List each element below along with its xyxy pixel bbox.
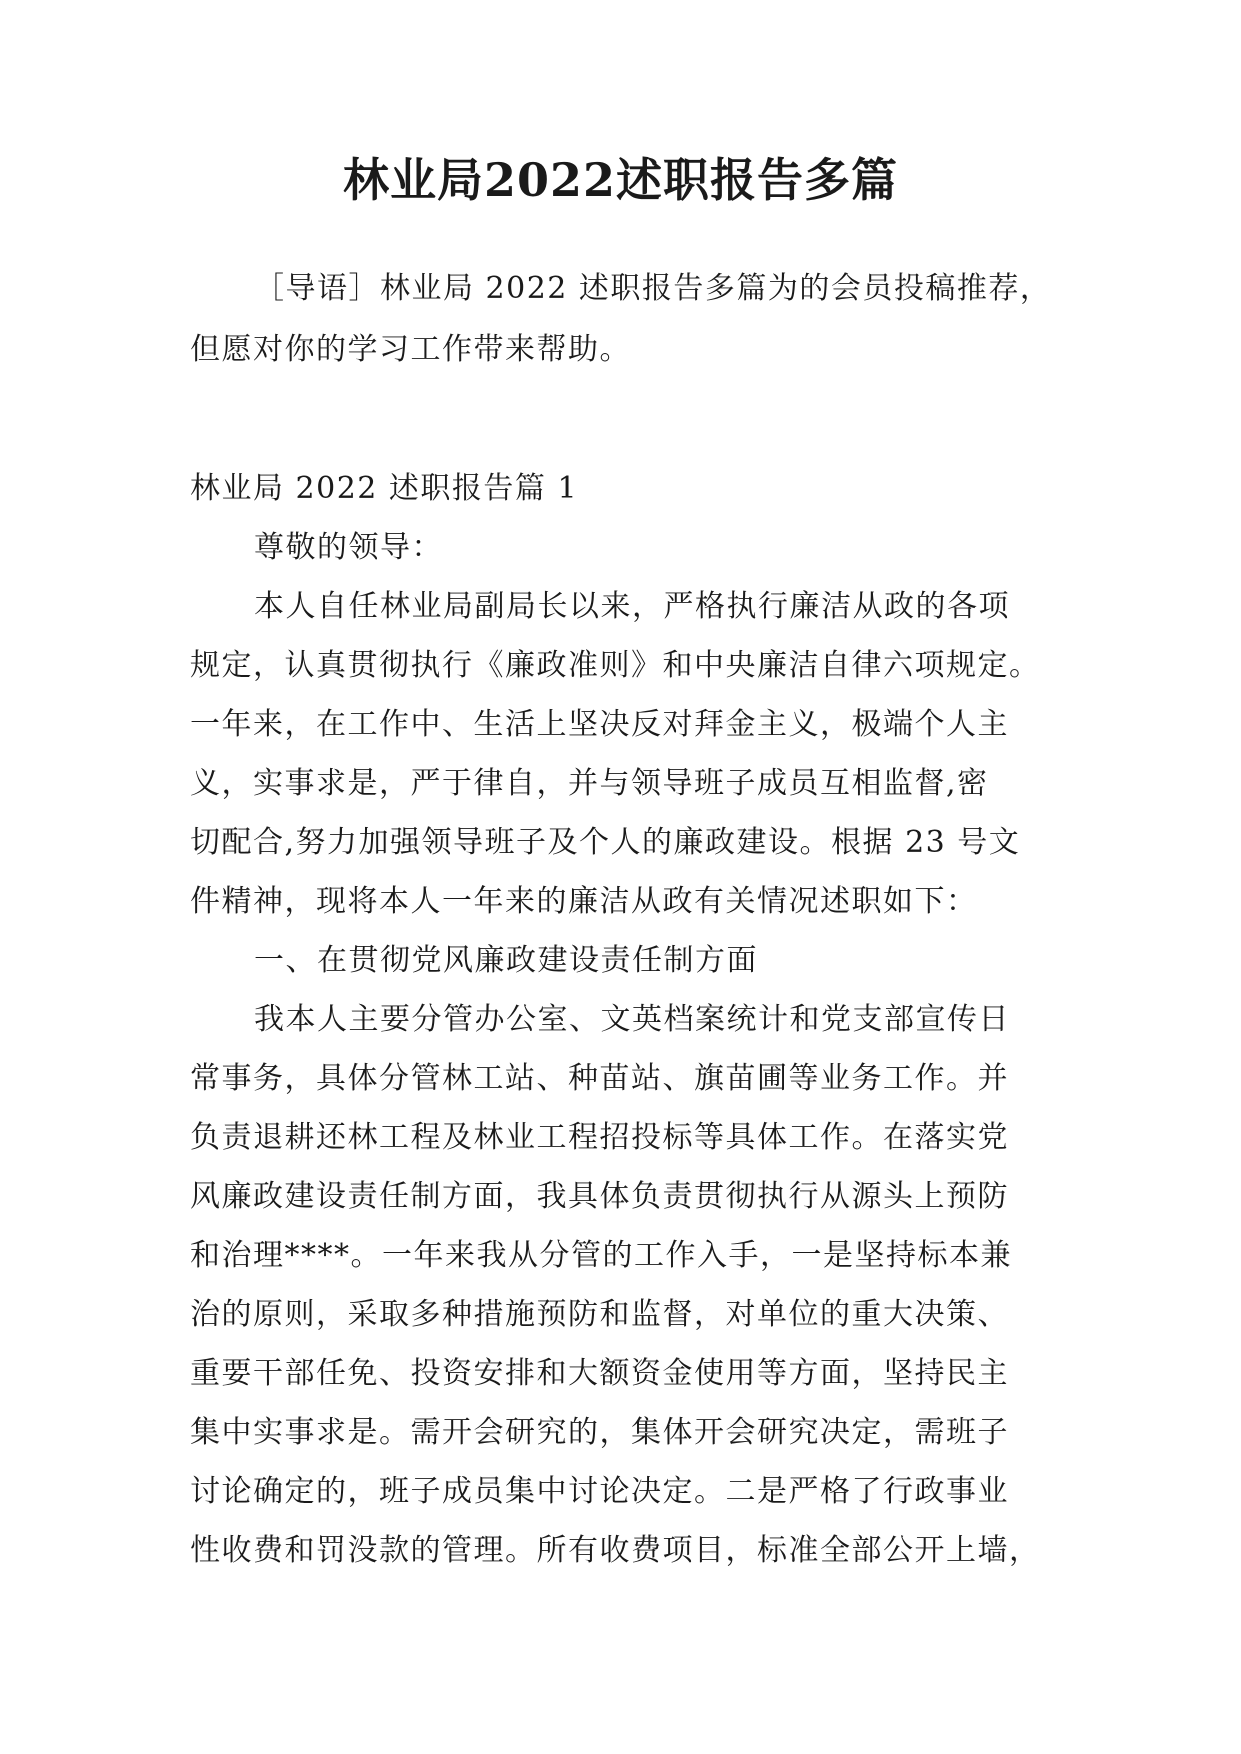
paragraph-line: 重要干部任免、投资安排和大额资金使用等方面，坚持民主 (190, 1356, 1009, 1391)
section-heading: 林业局 2022 述职报告篇 1 (190, 471, 579, 506)
paragraph-line: 常事务，具体分管林工站、种苗站、旗苗圃等业务工作。并 (190, 1061, 1009, 1096)
salutation: 尊敬的领导： (254, 530, 443, 565)
paragraph-line: 负责退耕还林工程及林业工程招投标等具体工作。在落实党 (190, 1120, 1009, 1155)
paragraph-line: 本人自任林业局副局长以来，严格执行廉洁从政的各项 (254, 589, 1010, 624)
paragraph-line: 和治理****。一年来我从分管的工作入手，一是坚持标本兼 (190, 1238, 1012, 1273)
intro-line: 但愿对你的学习工作带来帮助。 (190, 332, 631, 367)
paragraph-line: 件精神，现将本人一年来的廉洁从政有关情况述职如下： (190, 884, 978, 919)
paragraph-line: 风廉政建设责任制方面，我具体负责贯彻执行从源头上预防 (190, 1179, 1009, 1214)
document-title: 林业局2022述职报告多篇 (342, 153, 899, 207)
paragraph-line: 我本人主要分管办公室、文英档案统计和党支部宣传日 (254, 1002, 1010, 1037)
subheading: 一、在贯彻党风廉政建设责任制方面 (254, 943, 758, 978)
intro-paragraph (190, 258, 1070, 380)
paragraph-line: 讨论确定的，班子成员集中讨论决定。二是严格了行政事业 (190, 1474, 1009, 1509)
intro-line: ［导语］林业局 2022 述职报告多篇为的会员投稿推荐， (254, 271, 1052, 306)
paragraph-line: 义，实事求是，严于律自，并与领导班子成员互相监督,密 (190, 766, 989, 801)
paragraph-line: 性收费和罚没款的管理。所有收费项目，标准全部公开上墙， (190, 1533, 1041, 1568)
paragraph-line: 切配合,努力加强领导班子及个人的廉政建设。根据 23 号文 (190, 825, 1021, 860)
report-body (190, 459, 1070, 1580)
paragraph-line: 集中实事求是。需开会研究的，集体开会研究决定，需班子 (190, 1415, 1009, 1450)
paragraph-line: 治的原则，采取多种措施预防和监督，对单位的重大决策、 (190, 1297, 1009, 1332)
paragraph-line: 一年来，在工作中、生活上坚决反对拜金主义，极端个人主 (190, 707, 1009, 742)
paragraph-line: 规定，认真贯彻执行《廉政准则》和中央廉洁自律六项规定。 (190, 648, 1041, 683)
